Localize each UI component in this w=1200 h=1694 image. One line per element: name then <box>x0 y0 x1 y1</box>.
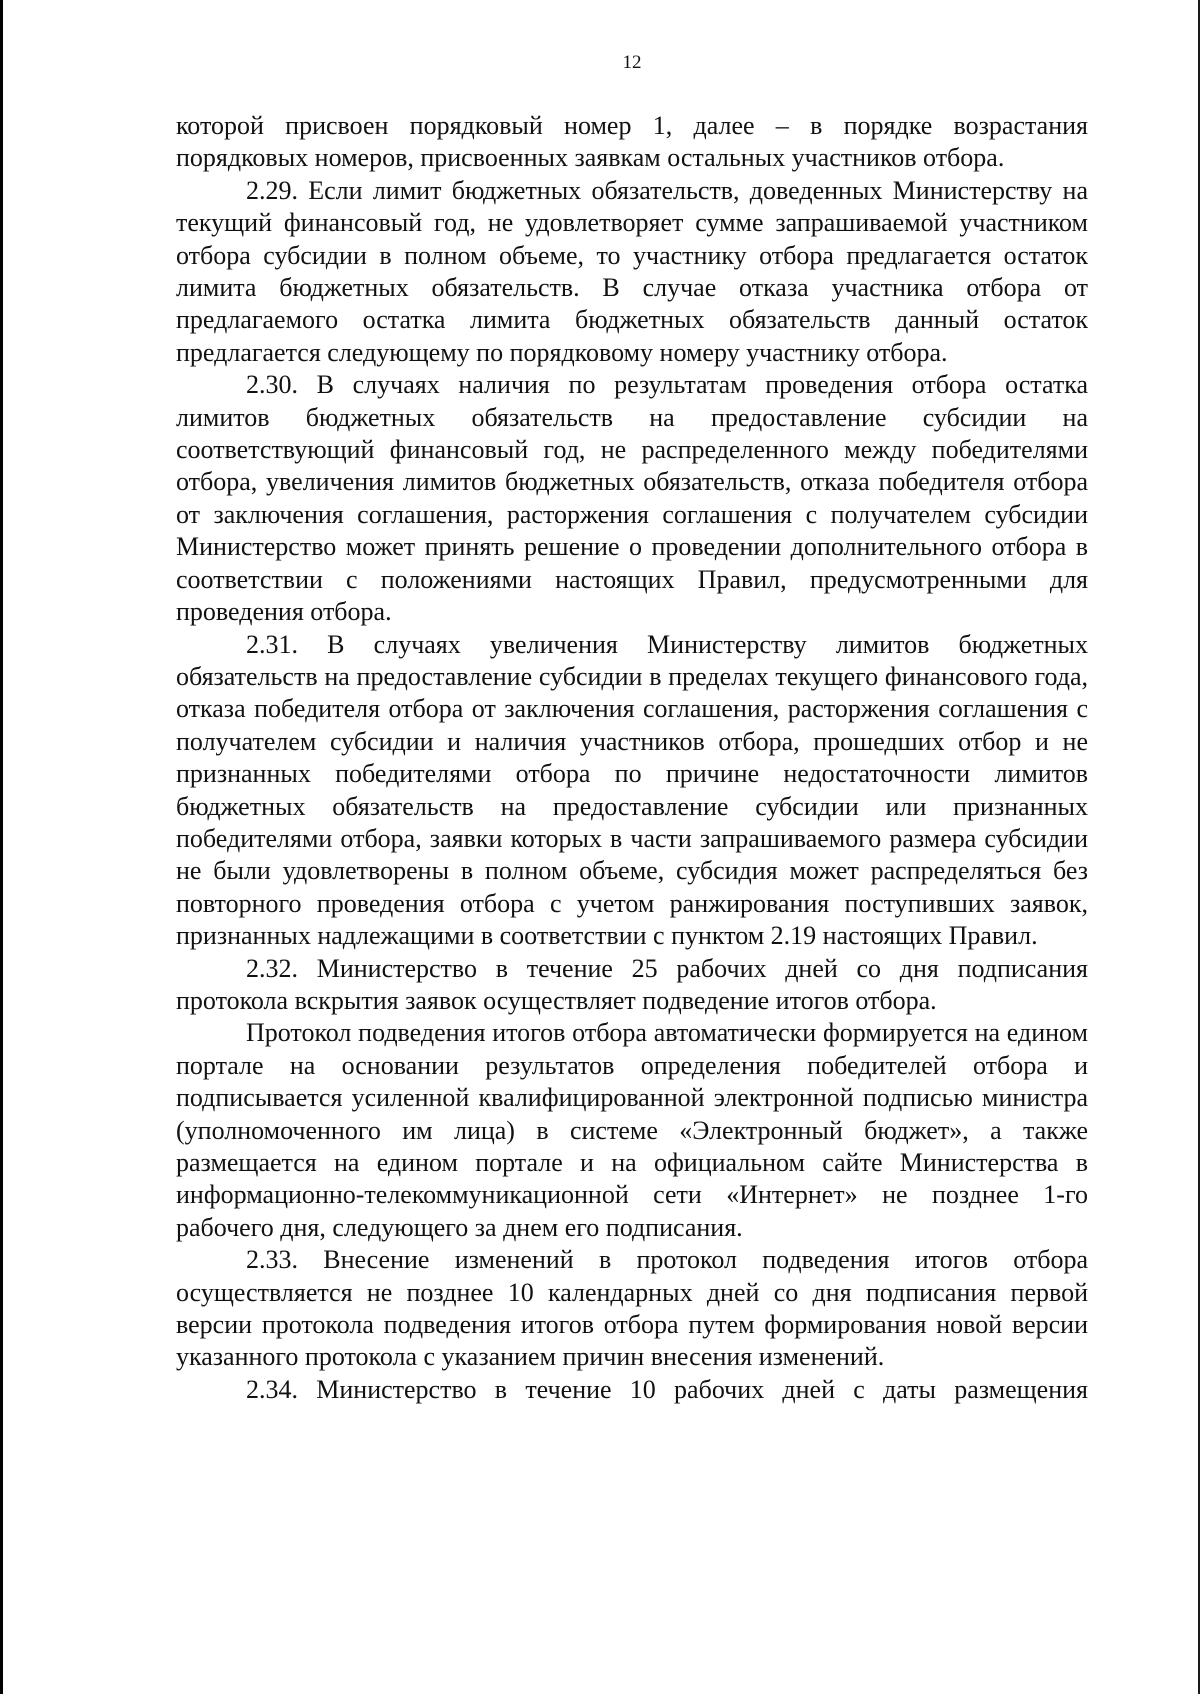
paragraph-2-34: 2.34. Министерство в течение 10 рабочих дней с даты размещения <box>246 1374 1088 1404</box>
paragraph-2-32: 2.32. Министерство в течение 25 рабочих дней со дня подписания протокола вскрытия заявок осуществляет подведение итогов отбора. <box>176 953 1088 1015</box>
paragraph-protocol: Протокол подведения итогов отбора автоматически формируется на едином портале на основании результатов определения победителей отбора и подписывается усиленной квалифицированной электронной подписью министра (уполномоченного им лица) в системе «Электронный бюджет», а также размещается на едином портале и на официальном сайте Министерства в информационно-телекоммуникационной сети «Интернет» не позднее 1-го рабочего дня, следующего за днем его подписания. <box>176 1018 1088 1242</box>
paragraph-2-31: 2.31. В случаях увеличения Министерству лимитов бюджетных обязательств на предоставление субсидии в пределах текущего финансового года, отказа победителя отбора от заключения соглашения, расторжения соглашения с получателем субсидии и наличия участников отбора, прошедших отбор и не признанных победителями отбора по причине недостаточности лимитов бюджетных обязательств на предоставление субсидии или признанных победителями отбора, заявки которых в части запрашиваемого размера субсидии не были удовлетворены в полном объеме, субсидия может распределяться без повторного проведения отбора с учетом ранжирования поступивших заявок, признанных надлежащими в соответствии с пунктом 2.19 настоящих Правил. <box>176 629 1088 951</box>
scan-edge-left <box>0 0 3 1694</box>
paragraph-2-29: 2.29. Если лимит бюджетных обязательств, доведенных Министерству на текущий финансовый год, не удовлетворяет сумме запрашиваемой участником отбора субсидии в полном объеме, то участнику отбора предлагается остаток лимита бюджетных обязательств. В случае отказа участника отбора от предлагаемого остатка лимита бюджетных обязательств данный остаток предлагается следующему по порядковому номеру участнику отбора. <box>176 175 1088 367</box>
page-number: 12 <box>622 52 642 73</box>
document-body <box>176 110 1088 1406</box>
paragraph-2-33: 2.33. Внесение изменений в протокол подведения итогов отбора осуществляется не позднее 10 календарных дней со дня подписания первой версии протокола подведения итогов отбора путем формирования новой версии указанного протокола с указанием причин внесения изменений. <box>176 1245 1088 1372</box>
paragraph-continuation: которой присвоен порядковый номер 1, далее – в порядке возрастания порядковых номеров, присвоенных заявкам остальных участников отбора. <box>176 111 1088 173</box>
paragraph-2-30: 2.30. В случаях наличия по результатам проведения отбора остатка лимитов бюджетных обязательств на предоставление субсидии на соответствующий финансовый год, не распределенного между победителями отбора, увеличения лимитов бюджетных обязательств, отказа победителя отбора от заключения соглашения, расторжения соглашения с получателем субсидии Министерство может принять решение о проведении дополнительного отбора в соответствии с положениями настоящих Правил, предусмотренными для проведения отбора. <box>176 370 1088 627</box>
